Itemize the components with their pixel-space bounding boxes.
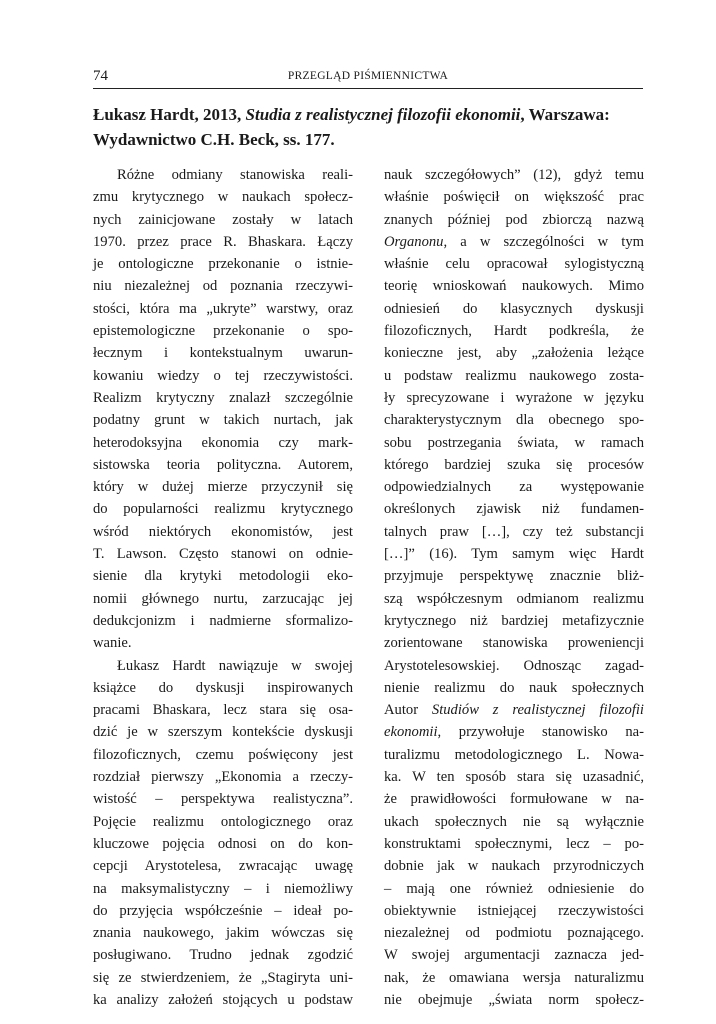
text-line: 1970. przez prace R. Bhaskara. Łączy — [93, 233, 353, 250]
text-line: stości, która ma „ukryte” warstwy, oraz — [93, 300, 353, 317]
text-line: którego bardziej szuka się procesów — [384, 456, 644, 473]
text-line: Autor Studiów z realistycznej filozofii — [384, 702, 644, 719]
text-line: nienie realizmu do nauk społecznych — [384, 679, 644, 696]
review-title — [93, 102, 645, 152]
text-line: wanie. — [93, 635, 132, 652]
text-line: Różne odmiany stanowiska reali- — [117, 167, 353, 183]
text-line: – mają one również odniesienie do — [384, 880, 644, 897]
text-line: pracami Bhaskara, lecz stara się osa- — [93, 702, 353, 719]
text-line: turalizmu metodologicznego L. Nowa- — [384, 746, 644, 763]
text-line: kowaniu wiedzy o tej rzeczywistości. — [93, 367, 353, 384]
text-line: nych zainicjowane zostały w latach — [93, 211, 353, 228]
text-line: odpowiedzialnych za występowanie — [384, 479, 644, 496]
text-line: nomii głównego nurtu, zarzucając jej — [93, 590, 353, 607]
text-line: znania naukowego, jakim wówczas się — [93, 925, 353, 942]
text-line: do popularności realizmu krytycznego — [93, 501, 353, 518]
text-line: obiektywnie istniejącej rzeczywistości — [384, 902, 644, 919]
text-line: kluczowe pojęcia odnosi on do kon- — [93, 835, 353, 852]
text-line: nie obejmuje „świata norm społecz- — [384, 991, 644, 1008]
text-line: ekonomii, przywołuje stanowisko na- — [384, 724, 644, 741]
text-line: określonych zjawisk niż fundamen- — [384, 501, 644, 518]
text-line: ka analizy założeń stojących u podstaw — [93, 991, 353, 1008]
text-line: Łukasz Hardt nawiązuje w swojej — [117, 657, 353, 674]
text-line: posługiwano. Trudno jednak zgodzić — [93, 947, 353, 964]
text-line: właśnie celu opracował sylogistyczną — [384, 256, 644, 273]
text-line: sistowska teoria polityczna. Autorem, — [93, 456, 353, 473]
text-line: W swojej argumentacji zaznacza jed- — [384, 947, 644, 964]
text-line: szą współczesnym odmianom realizmu — [384, 590, 644, 607]
text-line: epistemologiczne przekonanie o spo- — [93, 323, 353, 340]
journal-name: PRZEGLĄD PIŚMIENNICTWA — [287, 70, 449, 82]
text-line: nak, że omawiana wersja naturalizmu — [384, 969, 644, 986]
text-line: ły sprecyzowane i wyrażone w języku — [384, 389, 644, 406]
text-line: odniesień do klasycznych dyskusji — [384, 300, 644, 317]
left-text-column — [93, 164, 353, 1011]
text-line: książce do dyskusji inspirowanych — [93, 679, 353, 696]
text-line: krytycznego niż bardziej metafizycznie — [384, 612, 644, 629]
text-line: zorientowane stanowiska proweniencji — [384, 635, 644, 652]
text-line: talnych praw […], czy też substancji — [384, 523, 644, 540]
text-line: zmu krytycznego w naukach społecz- — [93, 189, 353, 206]
text-line: wistość – perspektywa realistyczna”. — [93, 791, 353, 808]
text-line: filozoficznych, czemu poświęcony jest — [93, 746, 353, 763]
text-line: filozoficznych, Hardt podkreśla, że — [384, 323, 644, 340]
text-line: sobu postrzegania świata, w ramach — [384, 434, 644, 451]
text-line: heterodoksyjna ekonomia czy mark- — [93, 434, 353, 451]
text-line: niu niezależnej od poznania rzeczywi- — [93, 278, 353, 295]
text-line: u podstaw realizmu naukowego zosta- — [384, 367, 644, 384]
title-book-title: Studia z realistycznej filozofii ekonomii — [245, 105, 521, 124]
text-line: konstruktami społecznymi, lecz – po- — [384, 835, 644, 852]
text-line: Pojęcie realizmu ontologicznego oraz — [93, 813, 353, 830]
text-line: łecznym i kontekstualnym uwarun- — [93, 345, 353, 362]
title-publisher: , Warszawa: Wydawnictwo C.H. Beck, ss. 177. — [93, 105, 610, 149]
text-line: rozdział pierwszy „Ekonomia a rzeczy- — [93, 769, 353, 786]
text-line: ka. W ten sposób stara się uzasadnić, — [384, 769, 644, 786]
text-line: ukach społecznych nie są wyłącznie — [384, 813, 644, 830]
text-line: dzić je w szerszym kontekście dyskusji — [93, 724, 353, 741]
text-line: dedukcjonizm i nadmierne sformalizo- — [93, 612, 353, 629]
text-line: Arystotelesowskiej. Odnosząc zagad- — [384, 657, 644, 674]
text-line: je ontologiczne przekonanie o istnie- — [93, 256, 353, 273]
text-line: który w dużej mierze przyczynił się — [93, 479, 353, 496]
text-line: do przyjęcia współcześnie – ideał po- — [93, 902, 353, 919]
text-line: wśród niektórych ekonomistów, jest — [93, 523, 353, 540]
text-line: niezależnej od podmiotu poznającego. — [384, 925, 644, 942]
text-line: cepcji Arystotelesa, zwracając uwagę — [93, 858, 353, 875]
title-author-year: Łukasz Hardt, 2013, — [93, 105, 246, 124]
text-line: konieczne jest, aby „założenia leżące — [384, 345, 644, 362]
running-head — [93, 66, 643, 89]
text-line: że prawidłowości formułowane w na- — [384, 791, 644, 808]
text-line: sienie dla krytyki metodologii eko- — [93, 568, 353, 585]
text-line: właśnie poświęcił on większość prac — [384, 189, 644, 206]
text-line: nauk szczegółowych” (12), gdyż temu — [384, 167, 644, 183]
right-text-column — [384, 164, 644, 1011]
text-line: znanych później pod zbiorczą nazwą — [384, 211, 644, 228]
text-line: dobnie jak w naukach przyrodniczych — [384, 858, 644, 875]
text-line: charakterystycznym dla obecnego spo- — [384, 412, 644, 429]
text-line: podatny grunt w takich nurtach, jak — [93, 412, 353, 429]
text-line: teorię wnioskowań naukowych. Mimo — [384, 278, 644, 295]
text-line: Organonu, a w szczególności w tym — [384, 233, 644, 250]
text-line: się ze stwierdzeniem, że „Stagiryta uni- — [93, 969, 353, 986]
text-line: T. Lawson. Często stanowi on odnie- — [93, 546, 353, 563]
text-line: na maksymalistyczny – i niemożliwy — [93, 880, 353, 897]
text-line: Realizm krytyczny znalazł szczególnie — [93, 389, 353, 406]
text-line: przyjmuje perspektywę znacznie bliż- — [384, 568, 644, 585]
page-number: 74 — [93, 68, 108, 84]
text-line: […]” (16). Tym samym więc Hardt — [384, 546, 644, 563]
